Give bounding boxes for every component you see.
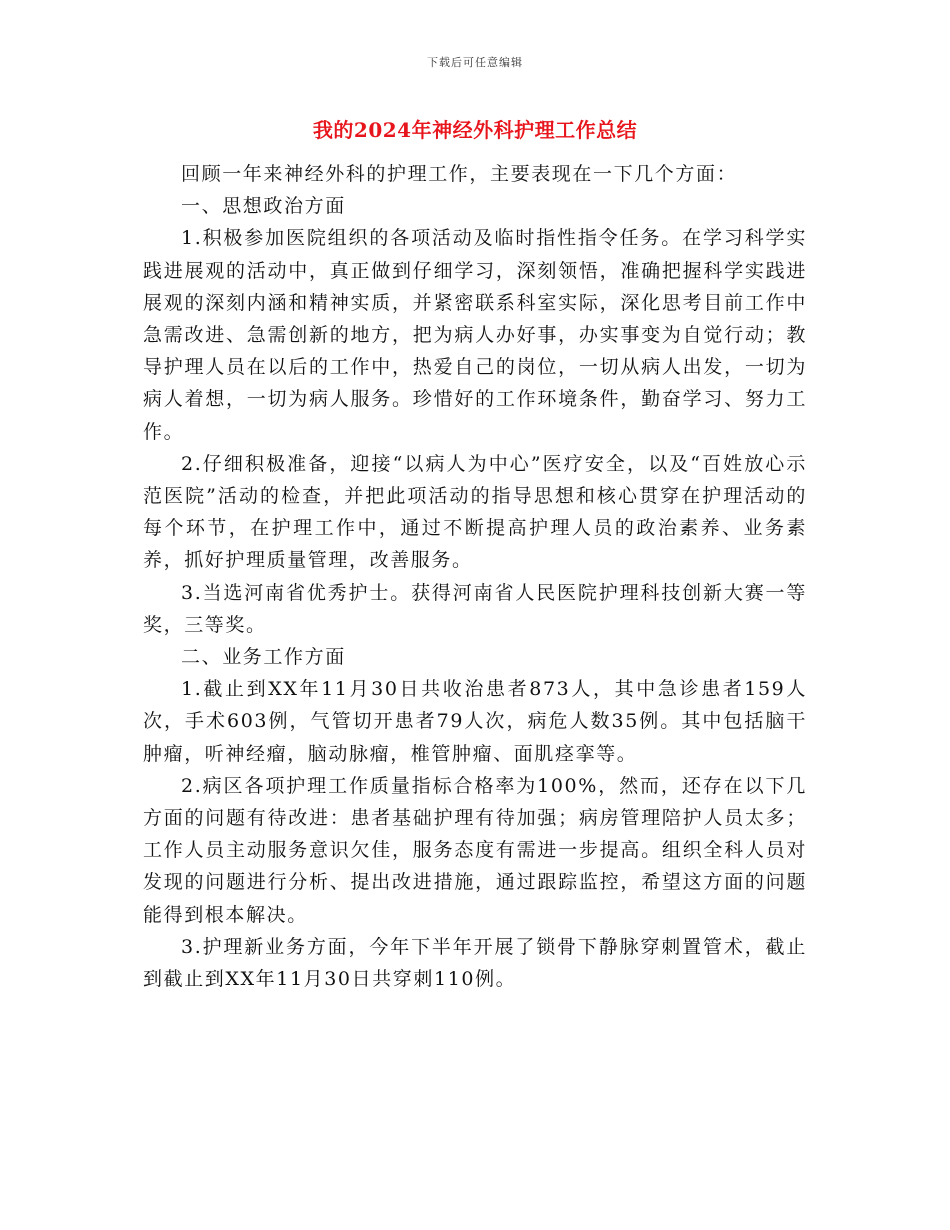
document-body: [143, 158, 807, 995]
paragraph-business-2: 2.病区各项护理工作质量指标合格率为100%，然而，还存在以下几方面的问题有待改进：患者基础护理有待加强；病房管理陪护人员太多；工作人员主动服务意识欠佳，服务态度有需进一步提高。组织全科人员对发现的问题进行分析、提出改进措施，通过跟踪监控，希望这方面的问题能得到根本解决。: [143, 774, 807, 926]
section-heading-political: 一、思想政治方面: [181, 195, 346, 218]
intro-paragraph: 回顾一年来神经外科的护理工作，主要表现在一下几个方面：: [181, 163, 738, 185]
paragraph-business-1: 1.截止到XX年11月30日共收治患者873人，其中急诊患者159人次，手术603例，气管切开患者79人次，病危人数35例。其中包括脑干肿瘤，听神经瘤，脑动脉瘤，椎管肿瘤、面肌痉挛等。: [143, 678, 807, 765]
paragraph-political-1: 1.积极参加医院组织的各项活动及临时指性指令任务。在学习科学实践进展观的活动中，真正做到仔细学习，深刻领悟，准确把握科学实践进展观的深刻内涵和精神实质，并紧密联系科室实际，深化思考目前工作中急需改进、急需创新的地方，把为病人办好事，办实事变为自觉行动；教导护理人员在以后的工作中，热爱自己的岗位，一切从病人出发，一切为病人着想，一切为病人服务。珍惜好的工作环境条件，勤奋学习、努力工作。: [143, 227, 807, 443]
section-heading-business: 二、业务工作方面: [181, 646, 346, 669]
paragraph-business-3: 3.护理新业务方面，今年下半年开展了锁骨下静脉穿刺置管术，截止到截止到XX年11月30日共穿刺110例。: [143, 935, 807, 991]
paragraph-political-2: 2.仔细积极准备，迎接“以病人为中心”医疗安全，以及“百姓放心示范医院”活动的检查，并把此项活动的指导思想和核心贯穿在护理活动的每个环节，在护理工作中，通过不断提高护理人员的政治素养、业务素养，抓好护理质量管理，改善服务。: [143, 452, 807, 572]
paragraph-political-3: 3.当选河南省优秀护士。获得河南省人民医院护理科技创新大赛一等奖，三等奖。: [143, 581, 807, 636]
document-title: 我的2024年神经外科护理工作总结: [312, 118, 638, 142]
header-note: 下载后可任意编辑: [427, 56, 523, 69]
